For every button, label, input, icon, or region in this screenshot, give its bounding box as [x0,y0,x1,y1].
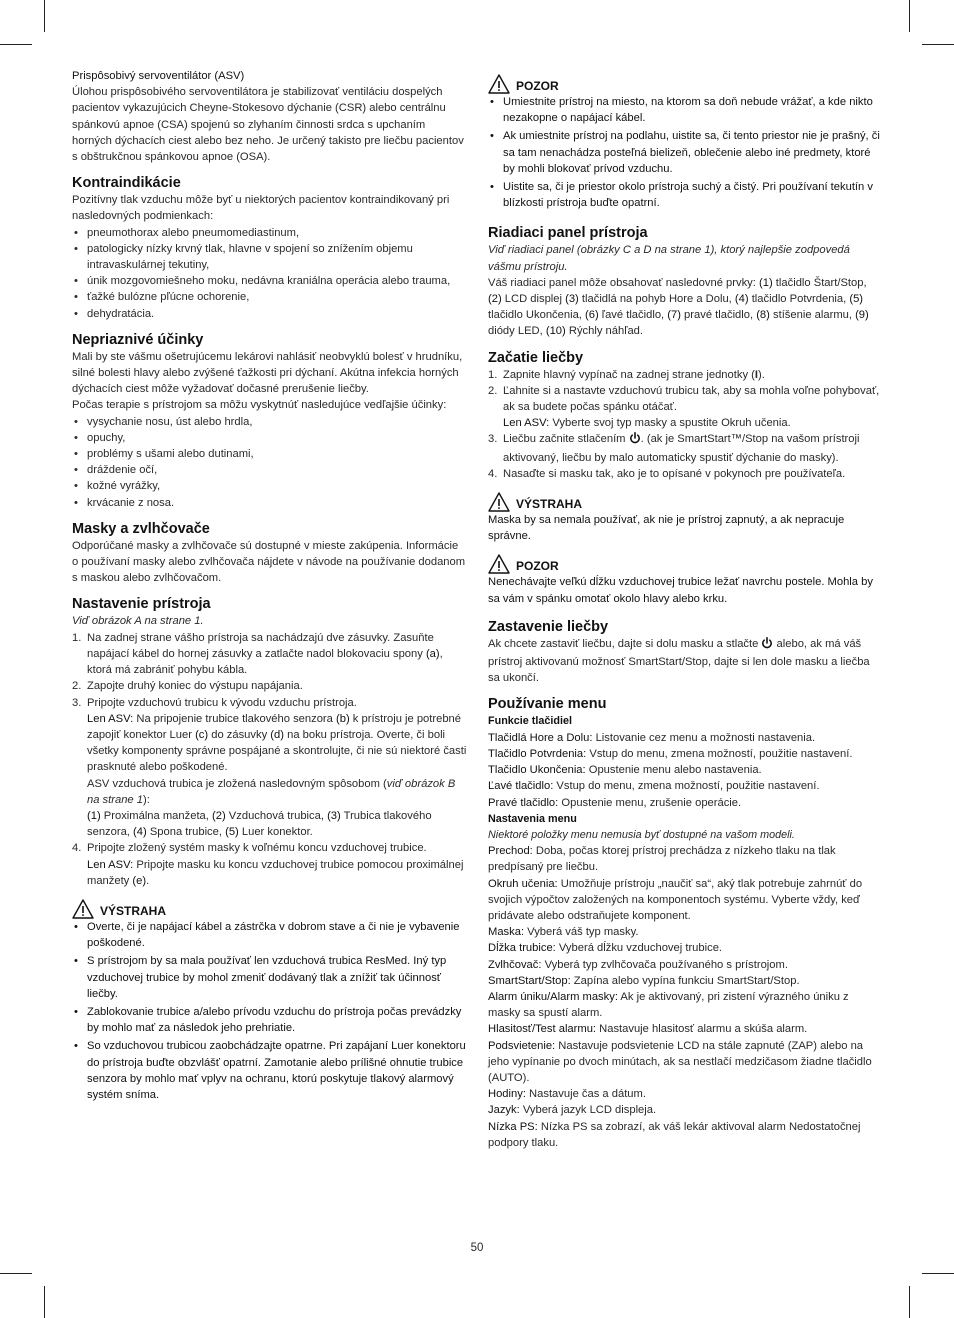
step-number: 2. [488,384,498,397]
adverse-effects-heading: Nepriaznivé účinky [72,331,204,348]
warning-text: Maska by sa nemala používať, ak nie je prístroj zapnutý, a ak nepracuje správne. [488,514,845,543]
step-item [72,695,467,841]
warning-label: VÝSTRAHA [516,496,583,511]
setup-reference: Viď obrázok A na strane 1. [72,615,204,628]
menu-heading: Používanie menu [488,696,607,713]
item-text: Vyberá typ zvlhčovača používaného s prístrojom. [541,958,788,971]
item-label: Tlačidlo Ukončenia: [488,764,586,777]
control-panel-text [488,275,883,340]
item-number: (1) [759,276,773,289]
button-functions-list [488,730,883,811]
item-text: Nastavuje čas a dátum. [525,1088,646,1101]
step-item [72,840,467,889]
item-label: Prechod: [488,845,533,858]
item-text: Umožňuje prístroju „naučiť sa“, aký tlak potrebuje zahrnúť do svojich výpočtov založených na komponentoch systému. Vyberte vždy, keď pridávate alebo odstraňujete komponent. [488,877,863,922]
item-number: (5) [849,293,864,306]
list-item [488,778,883,794]
item-label: Hlasitosť/Test alarmu: [488,1023,597,1036]
masks-heading: Masky a zvlhčovače [72,520,210,537]
callout-letter: (e) [132,874,147,887]
step-text: . [146,874,150,887]
list-item: • Ak umiestnite prístroj na podlahu, uistite sa, či tento priestor nie je prašný, či sa tam nenachádza posteľná bielizeň, oblečenie alebo iné predmety, ktoré by mohli blokovať prívod vzduchu. [488,128,883,177]
list-item: • Umiestnite prístroj na miesto, na ktorom sa doň nebude vrážať, a kde nikto nezakopne o napájací kábel. [488,94,883,126]
callout-letter: (d) [270,728,284,741]
asv-only-label: Len ASV: [503,417,550,430]
right-column [488,68,883,1151]
callout-letter: (b) [336,712,350,725]
crop-mark [0,44,32,45]
list-item [488,940,883,956]
list-item: • dehydratácia. [72,306,467,322]
list-item [488,762,883,778]
warning-box [488,492,883,544]
step-text: Zapnite hlavný vypínač na zadnej strane jednotky ( [503,368,755,381]
part-number: (5) [225,826,239,839]
step-text: ): [142,793,150,806]
contraindications-heading: Kontraindikácie [72,175,181,192]
list-item [488,1102,883,1118]
step-text: Na zadnej strane vášho prístroja sa nachádzajú dve zásuvky. Zasuňte napájací kábel do hornej zásuvky a zatlačte nadol blokovaciu spony [87,631,434,660]
part-label: Proximálna manžeta, [100,809,212,822]
asv-only-label: Len ASV: [87,712,134,725]
list-item: • Uistite sa, či je priestor okolo prístroja suchý a čistý. Pri používaní tekutín v blízkosti prístroja buďte opatrní. [488,179,883,211]
step-number: 1. [72,631,82,644]
power-switch-symbol: I [754,368,758,381]
item-text: Vstup do menu, zmena možností, použitie nastavení. [586,747,853,760]
list-item [488,795,883,811]
item-text: Vstup do menu, zmena možností, použitie nastavení. [553,780,820,793]
list-item: • S prístrojom by sa mala používať len vzduchová trubica ResMed. Iný typ vzduchovej trubice by mohol zmeniť dodávaný tlak a znížiť tak účinnosť liečby. [72,953,467,1002]
item-label: Tlačidlá Hore a Dolu: [488,731,593,744]
list-item [488,924,883,940]
part-label: Spona trubice, [146,826,226,839]
part-number: (4) [133,826,147,839]
step-number: 4. [488,467,498,480]
step-item [488,383,883,432]
text-run: tlačidlo Štart/Stop, [772,276,867,289]
step-text: k prístroju je potrebné zapojiť konektor Luer [87,712,461,741]
crop-mark [922,44,954,45]
item-text: Listovanie cez menu a možnosti nastavenia. [592,731,816,744]
warning-title [72,899,467,919]
item-text: Nízka PS sa zobrazí, ak váš lekár aktivoval alarm Nedostatočnej podpory tlaku. [488,1120,861,1149]
item-text: Vyberá dĺžku vzduchovej trubice. [555,942,723,955]
step-number: 2. [72,680,82,693]
text-run: diódy LED, [488,325,546,338]
item-text: Vyberá jazyk LCD displeja. [519,1104,657,1117]
text-run: pravé tlačidlo, [680,309,757,322]
list-item: • Overte, či je napájací kábel a zástrčka v dobrom stave a či nie je vybavenie poškodené. [72,919,467,951]
start-therapy-section [488,350,883,482]
list-item [488,1038,883,1087]
warning-list [72,919,467,1103]
text-run: Váš riadiaci panel môže obsahovať nasledovné prvky: [488,276,759,289]
step-item [488,367,883,383]
item-label: Maska: [488,926,525,939]
left-column [72,68,467,1105]
list-item [488,1021,883,1037]
contraindications-list [72,225,467,322]
item-label: Dĺžka trubice: [488,942,556,955]
asv-section [72,68,467,165]
warning-icon [488,492,510,512]
part-label: Vzduchová trubica, [225,809,328,822]
caution-text: Nenechávajte veľkú dĺžku vzduchovej trubice ležať navrchu postele. Mohla by sa vám v spánku omotať okolo hlavy alebo krku. [488,576,873,605]
item-number: (9) [855,309,869,322]
text-run: LCD displej [501,293,566,306]
item-label: Podsvietenie: [488,1039,556,1052]
step-number: 1. [488,368,498,381]
adverse-effects-text: Počas terapie s prístrojom sa môžu vyskytnúť nasledujúce vedľajšie účinky: [72,399,447,412]
part-label: Luer konektor. [238,826,313,839]
item-label: Pravé tlačidlo: [488,796,559,809]
step-item [72,678,467,694]
list-item [488,1086,883,1102]
list-item: • dráždenie očí, [72,462,467,478]
list-item: • pneumothorax alebo pneumomediastinum, [72,225,467,241]
step-item [488,431,883,465]
power-icon [629,432,641,449]
caution-label: POZOR [516,559,559,574]
item-text: Vyberá váš typ masky. [524,926,639,939]
caution-box [488,74,883,211]
part-label: Trubica tlakového senzora, [87,809,432,839]
item-label: Alarm úniku/Alarm masky: [488,990,618,1003]
step-text: Na pripojenie trubice tlakového senzora [133,712,336,725]
item-number: (8) [756,309,770,322]
part-number: (3) [327,809,341,822]
step-text: , ktorá má zabrániť pohybu kábla. [87,647,443,677]
step-number: 3. [72,696,82,709]
item-label: Okruh učenia: [488,877,558,890]
text-run: ľavé tlačidlo, [598,309,668,322]
crop-mark [909,1286,910,1318]
text-run: tlačidlo Ukončenia, [488,309,586,322]
step-text: Vyberte svoj typ masky a spustite Okruh učenia. [549,417,791,430]
setup-section [72,596,467,888]
list-item [488,957,883,973]
item-number: (10) [545,325,566,338]
step-text: do zásuvky [208,728,271,741]
item-number: (4) [734,293,749,306]
button-functions-title: Funkcie tlačidiel [488,715,573,728]
text-run: Rýchly náhľad. [565,325,644,338]
page-number: 50 [470,1242,484,1254]
power-icon [761,637,773,654]
list-item: • problémy s ušami alebo dutinami, [72,446,467,462]
step-text: ASV vzduchová trubica je zložená nasledovným spôsobom ( [87,777,387,790]
text-run: stíšenie alarmu, [769,309,856,322]
part-number: (2) [212,809,226,822]
text-run: alebo, ak má váš prístroj aktivovanú možnosť SmartStart/Stop, dajte si len dole masku a liečba sa ukončí. [488,637,870,685]
step-text: Pripojte vzduchovú trubicu k vývodu vzduchu prístroja. [87,696,357,709]
caution-title [488,74,883,94]
part-number: (1) [87,809,101,822]
control-panel-heading: Riadiaci panel prístroja [488,225,648,242]
masks-text: Odporúčané masky a zvlhčovače sú dostupné v mieste zakúpenia. Informácie o používaní masky alebo zvlhčovača nájdete v návode na používanie dodanom s maskou alebo zvlhčovačom. [72,539,466,585]
menu-section [488,696,883,1150]
control-panel-reference: Viď riadiaci panel (obrázky C a D na strane 1), ktorý najlepšie zodpovedá vášmu prístroju. [488,244,850,273]
step-text: Pripojte zložený systém masky k voľnému koncu vzduchovej trubice. [87,842,427,855]
caution-label: POZOR [516,78,559,93]
item-label: Zvlhčovač: [488,958,542,971]
list-item: • Zablokovanie trubice a/alebo prívodu vzduchu do prístroja počas prevádzky by mohlo mať za následok jeho prehriatie. [72,1004,467,1036]
stop-therapy-heading: Zastavenie liečby [488,618,609,635]
step-text: Nasaďte si masku tak, ako je to opísané v pokynoch pre používateľa. [503,467,846,480]
start-steps [488,367,883,482]
list-item [488,973,883,989]
step-text: . (ak je SmartStart™/Stop na vašom prístroji aktivovaný, liečbu by malo automaticky spustiť dýchanie do masky). [503,433,860,464]
item-number: (6) [585,309,599,322]
item-label: Nízka PS: [488,1120,538,1133]
item-text: Nastavuje hlasitosť alarmu a skúša alarm. [596,1023,808,1036]
item-number: (7) [667,309,681,322]
list-item [488,1119,883,1151]
stop-therapy-text [488,636,883,687]
step-item [488,466,883,482]
crop-mark [922,1273,954,1274]
warning-title [488,492,883,512]
item-text: Ak je aktivovaný, pri zistení výrazného úniku z masky sa spustí alarm. [488,990,849,1020]
list-item: • ťažké bulózne pľúcne ochorenie, [72,289,467,305]
list-item [488,843,883,875]
text-run: tlačidlo Potvrdenia, [748,293,850,306]
item-label: Jazyk: [488,1104,520,1117]
setup-steps [72,630,467,889]
caution-box [488,554,883,606]
control-panel-section [488,225,883,339]
item-text: Doba, počas ktorej prístroj prechádza z nízkeho tlaku na tlak predpísaný pre liečbu. [488,845,836,874]
step-text: Pripojte masku ku koncu vzduchovej trubice pomocou proximálnej manžety [87,858,464,887]
text-run: Ak chcete zastaviť liečbu, dajte si dolu masku a stlačte [488,637,762,650]
step-item [72,630,467,679]
warning-icon [488,554,510,574]
list-item [488,876,883,925]
asv-only-label: Len ASV: [87,858,134,871]
item-label: Tlačidlo Potvrdenia: [488,747,587,760]
list-item: • únik mozgovomiešneho moku, nedávna kraniálna operácia alebo trauma, [72,273,467,289]
warning-box [72,899,467,1103]
asv-text: Úlohou prispôsobivého servoventilátora je stabilizovať ventiláciu dospelých pacientov vykazujúcich Cheyne-Stokesovo dýchanie (CSR) alebo centrálnu spánkovú apnoe (CSA) spojenú so zlyhaním činnosti srdca s upchaním horných dýchacích ciest alebo bez neho. Je určený takisto pre liečbu pacientov s obštrukčnou spánkovou apnoe (OSA). [72,86,464,164]
callout-letter: (c) [195,728,209,741]
adverse-effects-list [72,414,467,511]
contraindications-section [72,175,467,322]
step-number: 4. [72,842,82,855]
item-label: Ľavé tlačidlo: [488,780,554,793]
list-item: • kožné vyrážky, [72,478,467,494]
caution-list [488,94,883,211]
menu-settings-note: Niektoré položky menu nemusia byť dostupné na vašom modeli. [488,828,795,841]
warning-label: VÝSTRAHA [100,903,167,918]
step-text: Liečbu začnite stlačením [503,433,629,446]
setup-heading: Nastavenie prístroja [72,596,211,613]
list-item: • patologicky nízky krvný tlak, hlavne v spojení so znížením objemu intravaskulárnej tekutiny, [72,241,467,273]
crop-mark [44,0,45,32]
item-text: Opustenie menu, zrušenie operácie. [558,796,742,809]
adverse-effects-text: Mali by ste vášmu ošetrujúcemu lekárovi nahlásiť neobvyklú bolesť v hrudníku, silné bolesti hlavy alebo zvýšené ťažkosti pri dýchaní. Akútna infekcia horných dýchacích ciest môže vyžadovať dočasné prerušenie liečby. [72,350,463,396]
step-text: ). [757,368,765,381]
list-item: • krvácanie z nosa. [72,495,467,511]
list-item [488,989,883,1021]
crop-mark [0,1273,32,1274]
step-text: na boku prístroja. Overte, či boli všetky komponenty správne pospájané a skontrolujte, či nie sú niektoré časti prasknuté alebo poškodené. [87,728,467,774]
crop-mark [44,1286,45,1318]
masks-section [72,521,467,587]
warning-icon [72,899,94,919]
start-therapy-heading: Začatie liečby [488,349,584,366]
callout-letter: (a) [425,647,440,660]
adverse-effects-section [72,332,467,511]
list-item: • opuchy, [72,430,467,446]
item-label: SmartStart/Stop: [488,974,571,987]
item-label: Hodiny: [488,1088,526,1101]
caution-title [488,554,883,574]
item-text: Zapína alebo vypína funkciu SmartStart/Stop. [570,974,800,987]
asv-title: Prispôsobivý servoventilátor (ASV) [72,70,245,82]
list-item: • vysychanie nosu, úst alebo hrdla, [72,414,467,430]
step-text: Zapojte druhý koniec do výstupu napájania. [87,680,303,693]
crop-mark [909,0,910,32]
item-number: (3) [565,293,579,306]
contraindications-intro: Pozitívny tlak vzduchu môže byť u niektorých pacientov kontraindikovaný pri nasledovných podmienkach: [72,194,450,223]
menu-settings-title: Nastavenia menu [488,812,577,825]
step-text: Ľahnite si a nastavte vzduchovú trubicu tak, aby sa mohla voľne pohybovať, ak sa budete počas spánku otáčať. [503,384,880,414]
item-text: Nastavuje podsvietenie LCD na stále zapnuté (ZAP) alebo na jeho vypínanie po dvoch minútach, ak sa nestlačí medzičasom žiadne tlačidlo (AUTO). [488,1039,872,1084]
step-number: 3. [488,433,498,446]
stop-therapy-section [488,619,883,687]
list-item [488,746,883,762]
menu-settings-list [488,843,883,1151]
figure-reference: viď obrázok B na strane 1 [87,777,456,806]
list-item [488,730,883,746]
list-item: • So vzduchovou trubicou zaobchádzajte opatrne. Pri zapájaní Luer konektoru do prístroja buďte obzvlášť opatrní. Zamotanie alebo prílišné ohnutie trubice senzora by mohlo mať vplyv na ochranu, ktorú poskytuje tlakový alarmový systém sníma. [72,1038,467,1103]
item-text: Opustenie menu alebo nastavenia. [585,764,762,777]
text-run: tlačidlá na pohyb Hore a Dolu, [578,293,735,306]
item-number: (2) [488,293,502,306]
warning-icon [488,74,510,94]
